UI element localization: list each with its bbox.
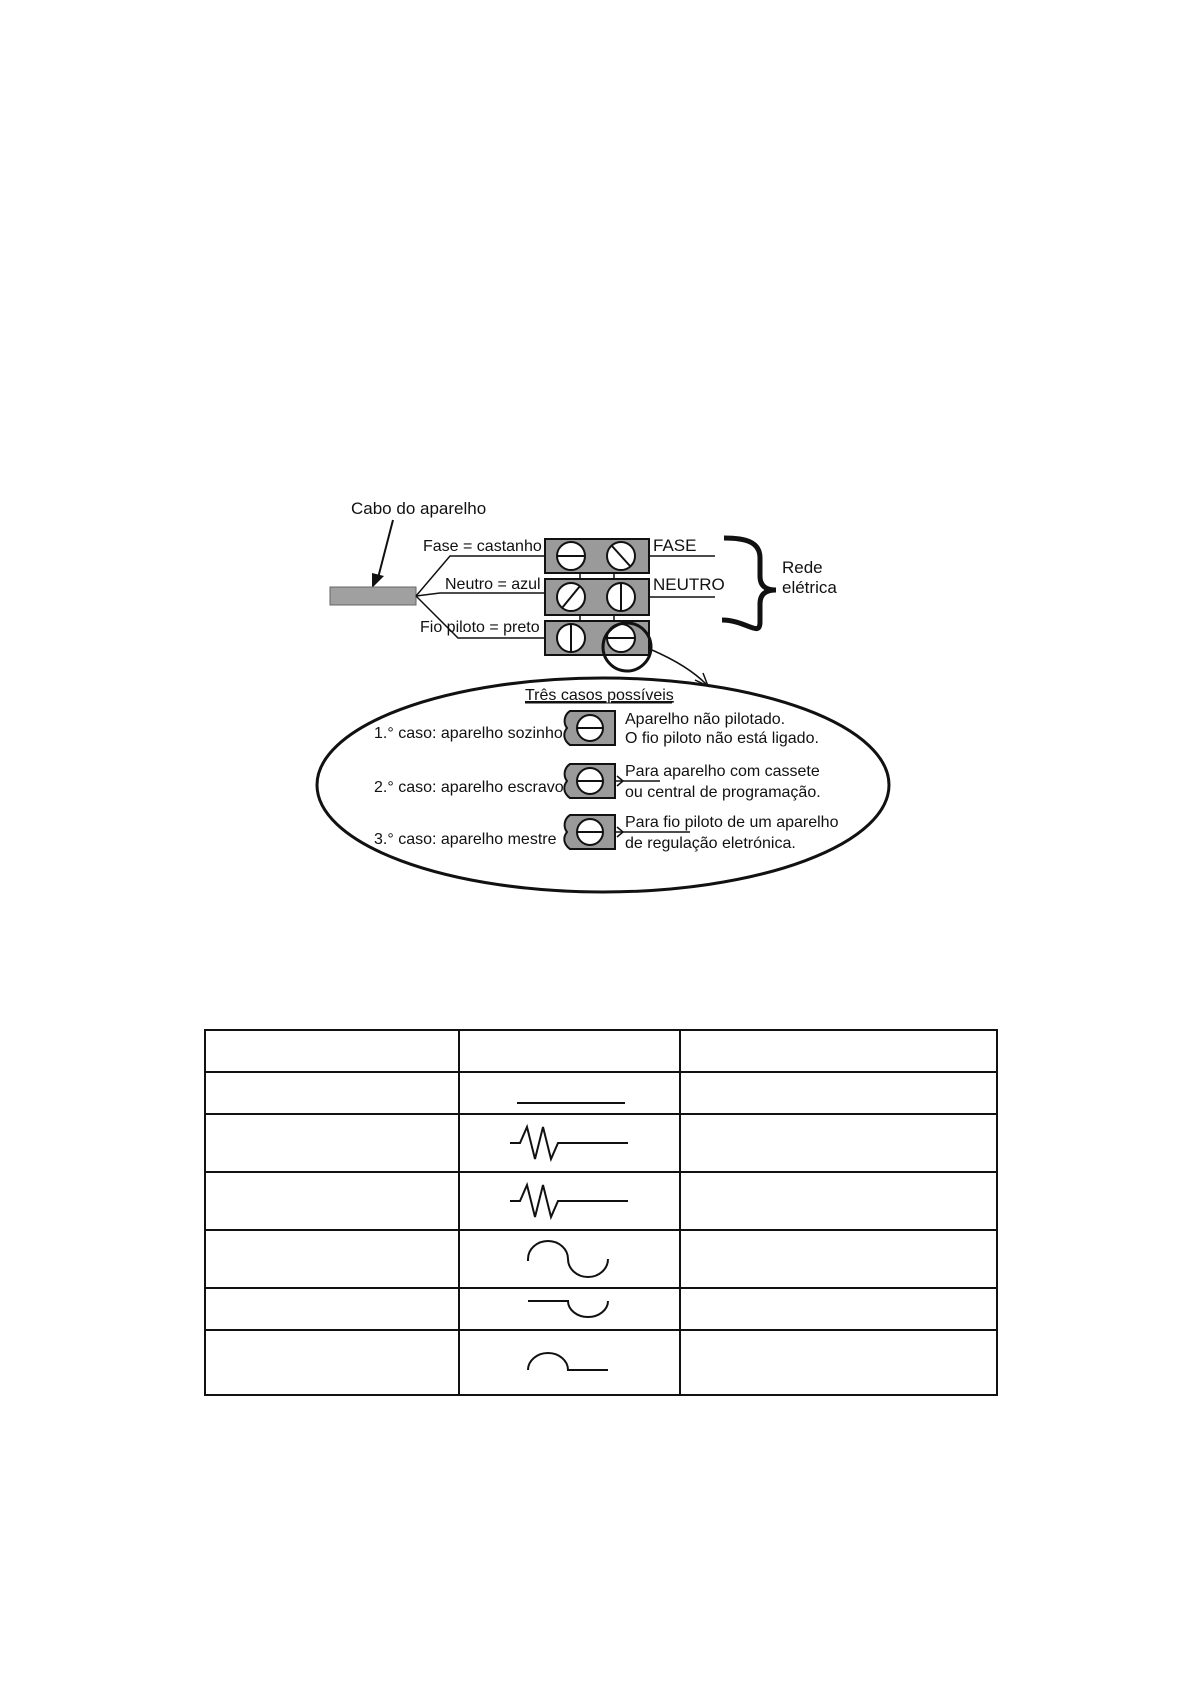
table-cell: [680, 1030, 997, 1072]
cases-title: Três casos possíveis: [525, 687, 674, 704]
table-cell: [459, 1330, 680, 1395]
network-label-line2: elétrica: [782, 578, 837, 597]
cable-arrow-head: [372, 573, 384, 588]
table-row: [205, 1114, 997, 1172]
table-cell: [459, 1030, 680, 1072]
signal-table: [204, 1029, 998, 1396]
table-row: [205, 1330, 997, 1395]
wire-label-piloto: Fio piloto = preto: [420, 619, 540, 636]
case-1-terminal: [564, 711, 615, 745]
wire-label-neutro: Neutro = azul: [445, 576, 541, 593]
terminal-label-fase: FASE: [653, 536, 697, 555]
zigzag-line-icon: [460, 1173, 679, 1229]
table-row: [205, 1072, 997, 1114]
table-cell: [459, 1114, 680, 1172]
table-cell: [205, 1172, 459, 1230]
table-cell: [205, 1030, 459, 1072]
table-cell: [205, 1114, 459, 1172]
table-row: [205, 1288, 997, 1330]
zigzag-line-icon: [460, 1115, 679, 1171]
terminal-block-fase: [545, 539, 649, 573]
case-3-desc-line1: Para fio piloto de um aparelho: [625, 814, 839, 831]
case-3-terminal: [564, 815, 615, 849]
table-cell: [459, 1172, 680, 1230]
table-row: [205, 1030, 997, 1072]
cable-arrow: [378, 520, 393, 578]
case-3-label: 3.° caso: aparelho mestre: [374, 831, 557, 848]
table-cell: [680, 1288, 997, 1330]
table-cell: [680, 1230, 997, 1288]
case-2-terminal: [564, 764, 615, 798]
case-2-label: 2.° caso: aparelho escravo: [374, 779, 564, 796]
case-2-desc-line2: ou central de programação.: [625, 784, 821, 801]
wire-label-fase: Fase = castanho: [423, 538, 542, 555]
table-cell: [680, 1172, 997, 1230]
table-row: [205, 1230, 997, 1288]
table-cell: [459, 1288, 680, 1330]
negative-half-wave-icon: [460, 1289, 679, 1329]
table-cell: [680, 1114, 997, 1172]
table-cell: [680, 1072, 997, 1114]
straight-line-icon: [460, 1073, 679, 1113]
network-label-line1: Rede: [782, 558, 823, 577]
table-cell: [205, 1230, 459, 1288]
table-cell: [459, 1230, 680, 1288]
table-cell: [205, 1288, 459, 1330]
terminal-block-piloto: [545, 621, 649, 655]
table-cell: [205, 1072, 459, 1114]
positive-half-wave-icon: [460, 1331, 679, 1394]
case-1-desc-line2: O fio piloto não está ligado.: [625, 730, 819, 747]
cable-label: Cabo do aparelho: [351, 499, 487, 518]
table-cell: [459, 1072, 680, 1114]
appliance-cable: [330, 587, 416, 605]
case-3-desc-line2: de regulação eletrónica.: [625, 835, 796, 852]
case-2-desc-line1: Para aparelho com cassete: [625, 763, 820, 780]
full-wave-icon: [460, 1231, 679, 1287]
table-cell: [680, 1330, 997, 1395]
terminal-label-neutro: NEUTRO: [653, 575, 725, 594]
case-1-label: 1.° caso: aparelho sozinho: [374, 725, 563, 742]
case-1-desc-line1: Aparelho não pilotado.: [625, 711, 786, 728]
table-cell: [205, 1330, 459, 1395]
terminal-block-neutro: [545, 579, 649, 615]
table-row: [205, 1172, 997, 1230]
brace-icon: [722, 538, 776, 629]
